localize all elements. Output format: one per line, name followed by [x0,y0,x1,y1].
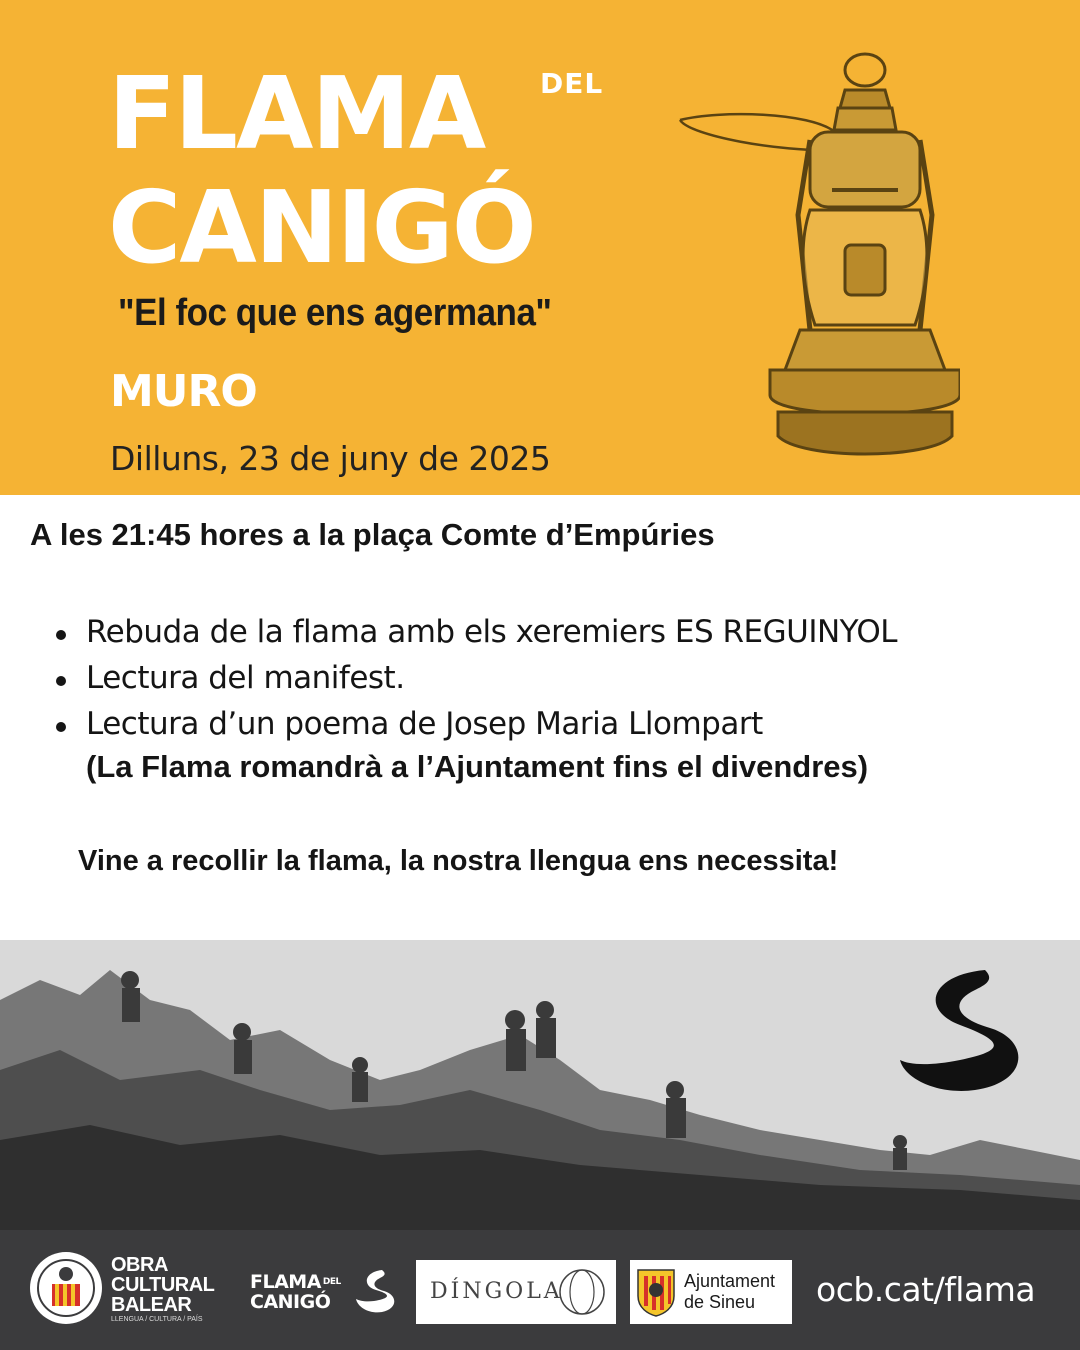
sineu-line1: Ajuntament [684,1271,776,1291]
ocb-seal-icon [28,1250,104,1326]
slogan: "El foc que ens agermana" [118,292,552,334]
list-item: Rebuda de la flama amb els xeremiers ES REGUINYOL [56,609,897,655]
flama-small: DEL [322,1277,341,1287]
event-date: Dilluns, 23 de juny de 2025 [110,439,551,478]
flama-line1: FLAMA [250,1271,321,1293]
dingola-ring-icon [556,1266,608,1318]
title-flama: FLAMA [108,55,485,172]
sineu-logo [630,1260,792,1324]
flame-note: (La Flama romandrà a l’Ajuntament fins el divendres) [86,749,869,784]
program-section [0,495,1080,940]
time-and-place: A les 21:45 hores a la plaça Comte d’Empúries [30,517,715,552]
website-link[interactable]: ocb.cat/flama [816,1270,1036,1309]
ocb-logo-text [111,1255,214,1324]
footer-logos [0,1230,1080,1350]
list-item: Lectura del manifest. [56,655,897,701]
title-canigo: CANIGÓ [108,169,535,286]
activity-list [56,609,897,747]
ocb-line3: BALEAR [111,1294,192,1316]
sineu-shield-icon [636,1266,676,1318]
sineu-line2: de Sineu [684,1292,756,1312]
dingola-logo [416,1260,616,1324]
mountain-landscape-image [0,940,1080,1230]
call-to-action: Vine a recollir la flama, la nostra llengua ens necessita! [78,845,839,877]
flama-s-icon [352,1268,402,1318]
flama-logo-text [250,1272,341,1312]
ocb-line1: OBRA [111,1254,168,1276]
hikers-photo [0,940,1080,1230]
lantern-icon [660,40,960,480]
ocb-tagline: LLENGUA / CULTURA / PAÍS [111,1316,203,1323]
list-item: Lectura d’un poema de Josep Maria Llompart [56,701,897,747]
header-banner [0,0,1080,495]
town-name: MURO [110,366,257,417]
title-del: DEL [540,67,604,100]
dingola-text: DÍNGOLA [430,1279,563,1304]
flama-line2: CANIGÓ [250,1291,331,1313]
ocb-line2: CULTURAL [111,1274,215,1296]
sineu-text [684,1271,775,1313]
